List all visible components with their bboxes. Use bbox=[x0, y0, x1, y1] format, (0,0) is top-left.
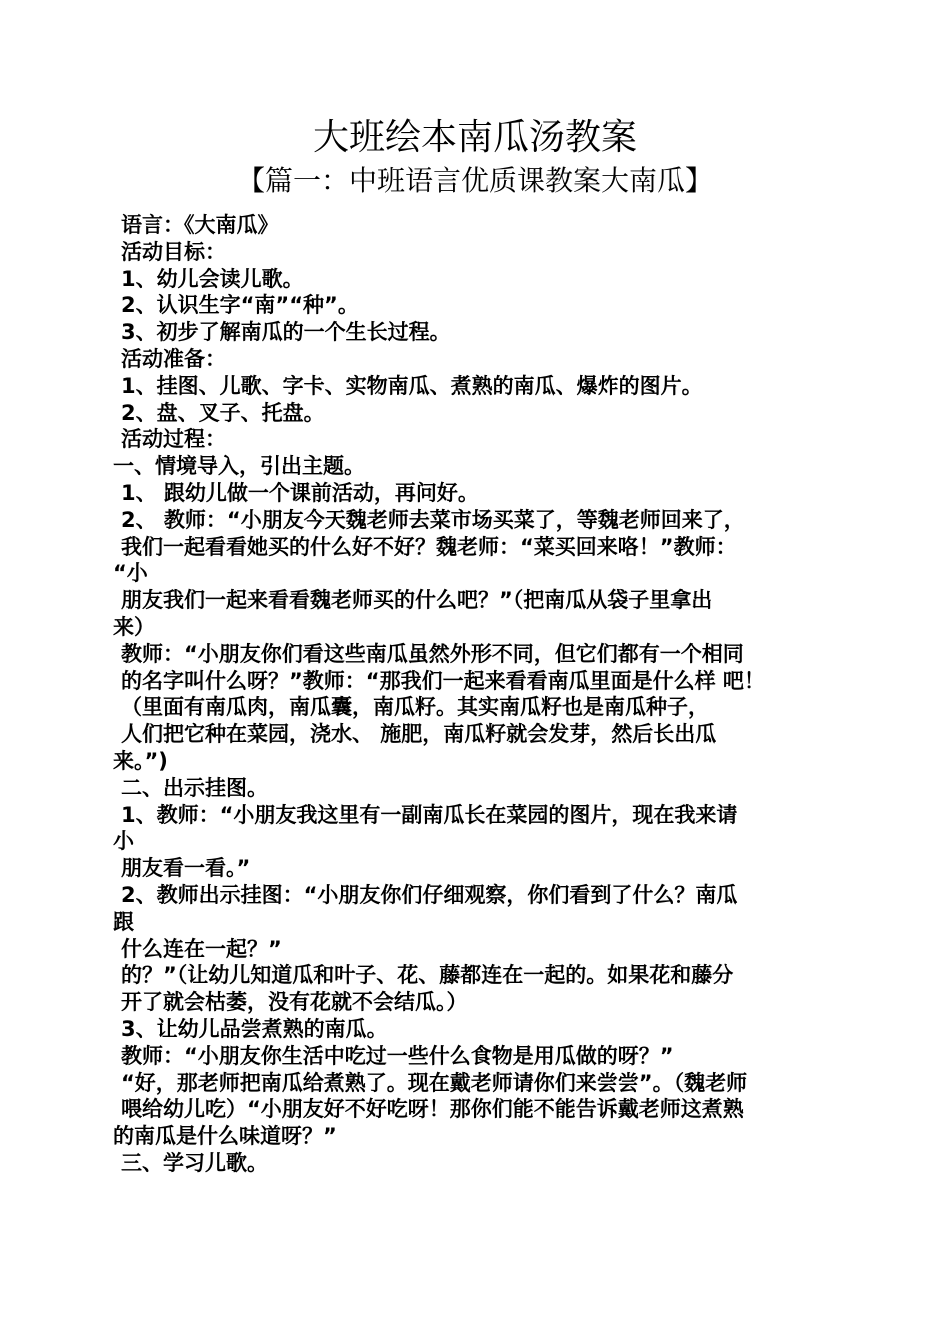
text-line: 的南瓜是什么味道呀？” bbox=[113, 1124, 337, 1149]
text-line: 我们一起看看她买的什么好不好？魏老师：“菜买回来咯！”教师： bbox=[121, 534, 737, 559]
text-line: 活动目标： bbox=[121, 239, 226, 264]
text-line: 2、 教师：“小朋友今天魏老师去菜市场买菜了，等魏老师回来了， bbox=[121, 507, 745, 532]
text-line: “小 bbox=[113, 561, 148, 586]
document-title: 大班绘本南瓜汤教案 bbox=[312, 117, 637, 158]
text-line: 教师：“小朋友你生活中吃过一些什么食物是用瓜做的呀？” bbox=[121, 1043, 674, 1068]
text-line: 来） bbox=[113, 614, 155, 639]
text-line: 2、认识生字“南”“种”。 bbox=[121, 293, 359, 318]
text-line: 的？”（让幼儿知道瓜和叶子、花、藤都连在一起的。如果花和藤分 bbox=[121, 963, 734, 988]
text-line: “好，那老师把南瓜给煮熟了。现在戴老师请你们来尝尝”。（魏老师 bbox=[121, 1070, 748, 1095]
document-subtitle: 【篇一：中班语言优质课教案大南瓜】 bbox=[236, 164, 713, 197]
document-body bbox=[113, 212, 848, 1177]
text-line: 1、 跟幼儿做一个课前活动，再问好。 bbox=[121, 480, 479, 505]
text-line: 小 bbox=[113, 829, 134, 854]
text-line: 朋友看一看。” bbox=[121, 856, 251, 881]
text-line: 语言：《大南瓜》 bbox=[121, 213, 279, 237]
text-line: 三、学习儿歌。 bbox=[121, 1150, 268, 1175]
text-line: 开了就会枯萎，没有花就不会结瓜。） bbox=[121, 990, 468, 1015]
text-line: 2、教师出示挂图：“小朋友你们仔细观察，你们看到了什么？南瓜 bbox=[121, 882, 738, 907]
text-line: 活动准备： bbox=[121, 346, 226, 371]
text-line: 3、让幼儿品尝煮熟的南瓜。 bbox=[121, 1016, 388, 1041]
text-line: 跟 bbox=[113, 909, 134, 934]
text-line: 1、幼儿会读儿歌。 bbox=[121, 266, 304, 291]
text-line: 2、盘、叉子、托盘。 bbox=[121, 400, 325, 425]
text-line: 教师：“小朋友你们看这些南瓜虽然外形不同，但它们都有一个相同 bbox=[121, 641, 744, 666]
text-line: 什么连在一起？” bbox=[121, 936, 282, 961]
text-line: 1、挂图、儿歌、字卡、实物南瓜、煮熟的南瓜、爆炸的图片。 bbox=[121, 373, 703, 398]
text-line: 二、出示挂图。 bbox=[121, 775, 268, 800]
text-line: （里面有南瓜肉，南瓜囊，南瓜籽。其实南瓜籽也是南瓜种子， bbox=[121, 695, 709, 720]
text-line: 一、情境导入，引出主题。 bbox=[113, 454, 365, 479]
text-line: 朋友我们一起来看看魏老师买的什么吧？”（把南瓜从袋子里拿出 bbox=[121, 588, 713, 613]
text-line: 来。”) bbox=[113, 748, 168, 773]
text-line: 1、教师：“小朋友我这里有一副南瓜长在菜园的图片，现在我来请 bbox=[121, 802, 738, 827]
text-line: 的名字叫什么呀？”教师：“那我们一起来看看南瓜里面是什么样 吧！ bbox=[121, 668, 765, 693]
text-line: 活动过程： bbox=[121, 427, 226, 452]
text-line: 人们把它种在菜园，浇水、 施肥，南瓜籽就会发芽，然后长出瓜 bbox=[121, 722, 717, 747]
text-line: 喂给幼儿吃）“小朋友好不好吃呀！那你们能不能告诉戴老师这煮熟 bbox=[121, 1097, 744, 1122]
text-line: 3、初步了解南瓜的一个生长过程。 bbox=[121, 320, 451, 345]
